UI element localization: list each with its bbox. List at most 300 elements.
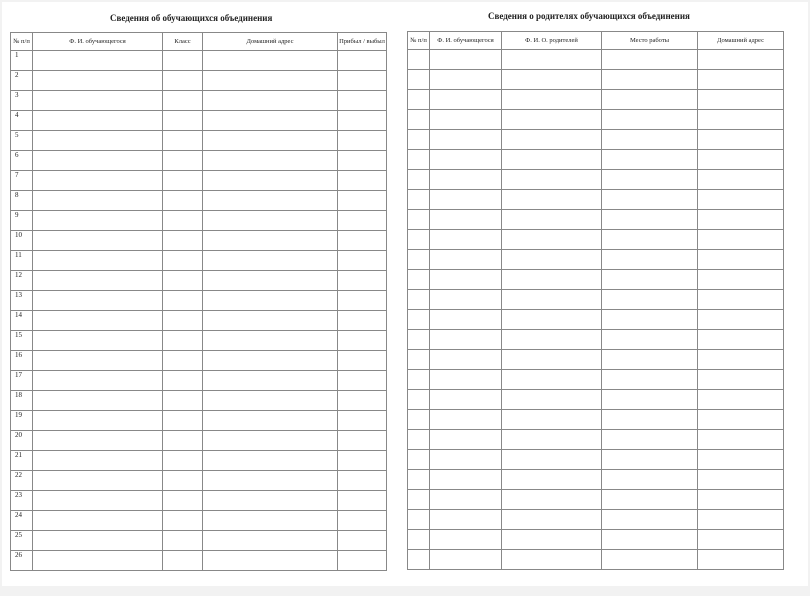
empty-cell (163, 551, 203, 571)
row-number: 21 (11, 451, 33, 471)
table-row (408, 230, 784, 250)
empty-cell (408, 190, 430, 210)
empty-cell (408, 110, 430, 130)
empty-cell (33, 71, 163, 91)
empty-cell (203, 251, 338, 271)
table-row (11, 271, 387, 291)
empty-cell (698, 530, 784, 550)
table-row (408, 550, 784, 570)
empty-cell (33, 51, 163, 71)
empty-cell (338, 271, 387, 291)
table-row (408, 50, 784, 70)
empty-cell (163, 291, 203, 311)
empty-cell (33, 411, 163, 431)
empty-cell (203, 451, 338, 471)
empty-cell (698, 430, 784, 450)
empty-cell (33, 91, 163, 111)
empty-cell (203, 91, 338, 111)
empty-cell (408, 530, 430, 550)
empty-cell (203, 531, 338, 551)
students-header-row (11, 33, 387, 51)
empty-cell (430, 290, 502, 310)
row-number: 20 (11, 431, 33, 451)
row-number: 26 (11, 551, 33, 571)
empty-cell (502, 130, 602, 150)
empty-cell (408, 210, 430, 230)
empty-cell (203, 171, 338, 191)
empty-cell (430, 190, 502, 210)
row-number: 19 (11, 411, 33, 431)
empty-cell (502, 90, 602, 110)
empty-cell (430, 130, 502, 150)
empty-cell (602, 290, 698, 310)
empty-cell (163, 51, 203, 71)
empty-cell (698, 290, 784, 310)
table-row (408, 70, 784, 90)
col-workplace: Место работы (602, 32, 698, 50)
empty-cell (502, 490, 602, 510)
row-number: 5 (11, 131, 33, 151)
empty-cell (338, 431, 387, 451)
empty-cell (502, 150, 602, 170)
empty-cell (602, 410, 698, 430)
empty-cell (203, 351, 338, 371)
empty-cell (502, 70, 602, 90)
empty-cell (163, 271, 203, 291)
empty-cell (408, 270, 430, 290)
empty-cell (698, 350, 784, 370)
empty-cell (698, 250, 784, 270)
table-row (408, 270, 784, 290)
empty-cell (698, 270, 784, 290)
empty-cell (602, 270, 698, 290)
row-number: 24 (11, 511, 33, 531)
empty-cell (33, 471, 163, 491)
empty-cell (698, 190, 784, 210)
empty-cell (698, 210, 784, 230)
empty-cell (430, 70, 502, 90)
table-row (408, 370, 784, 390)
empty-cell (203, 111, 338, 131)
empty-cell (163, 251, 203, 271)
empty-cell (33, 431, 163, 451)
row-number: 14 (11, 311, 33, 331)
empty-cell (698, 450, 784, 470)
empty-cell (698, 230, 784, 250)
col-student-name: Ф. И. обучающегося (33, 33, 163, 51)
empty-cell (430, 410, 502, 430)
table-row (11, 91, 387, 111)
row-number: 17 (11, 371, 33, 391)
empty-cell (33, 151, 163, 171)
table-row (11, 411, 387, 431)
empty-cell (408, 510, 430, 530)
empty-cell (502, 330, 602, 350)
empty-cell (338, 351, 387, 371)
empty-cell (163, 411, 203, 431)
table-row (408, 510, 784, 530)
empty-cell (430, 470, 502, 490)
empty-cell (338, 551, 387, 571)
empty-cell (163, 371, 203, 391)
empty-cell (163, 531, 203, 551)
empty-cell (338, 211, 387, 231)
empty-cell (163, 71, 203, 91)
empty-cell (430, 230, 502, 250)
empty-cell (502, 430, 602, 450)
empty-cell (430, 550, 502, 570)
empty-cell (203, 291, 338, 311)
empty-cell (602, 230, 698, 250)
table-row (408, 410, 784, 430)
empty-cell (430, 170, 502, 190)
empty-cell (338, 471, 387, 491)
empty-cell (163, 331, 203, 351)
empty-cell (338, 511, 387, 531)
empty-cell (338, 191, 387, 211)
empty-cell (338, 171, 387, 191)
col-arrived-left: Прибыл / выбыл (338, 33, 387, 51)
table-row (408, 190, 784, 210)
empty-cell (33, 371, 163, 391)
table-row (11, 531, 387, 551)
empty-cell (602, 370, 698, 390)
row-number: 6 (11, 151, 33, 171)
empty-cell (430, 110, 502, 130)
empty-cell (502, 250, 602, 270)
empty-cell (602, 90, 698, 110)
empty-cell (408, 370, 430, 390)
empty-cell (408, 470, 430, 490)
row-number: 25 (11, 531, 33, 551)
table-row (11, 551, 387, 571)
empty-cell (698, 170, 784, 190)
empty-cell (698, 410, 784, 430)
table-row (11, 51, 387, 71)
empty-cell (33, 171, 163, 191)
table-row (408, 350, 784, 370)
empty-cell (203, 551, 338, 571)
table-row (408, 530, 784, 550)
left-table-title: Сведения об обучающихся объединения (110, 13, 273, 23)
empty-cell (430, 150, 502, 170)
empty-cell (163, 211, 203, 231)
empty-cell (408, 130, 430, 150)
empty-cell (203, 491, 338, 511)
empty-cell (33, 131, 163, 151)
empty-cell (408, 150, 430, 170)
row-number: 9 (11, 211, 33, 231)
empty-cell (430, 490, 502, 510)
empty-cell (203, 71, 338, 91)
empty-cell (33, 211, 163, 231)
empty-cell (203, 371, 338, 391)
empty-cell (408, 170, 430, 190)
empty-cell (430, 310, 502, 330)
empty-cell (602, 150, 698, 170)
empty-cell (602, 530, 698, 550)
table-row (11, 171, 387, 191)
empty-cell (33, 231, 163, 251)
empty-cell (430, 370, 502, 390)
table-row (408, 490, 784, 510)
table-row (11, 331, 387, 351)
row-number: 4 (11, 111, 33, 131)
row-number: 3 (11, 91, 33, 111)
empty-cell (602, 450, 698, 470)
empty-cell (33, 111, 163, 131)
col-parents-name: Ф. И. О. родителей (502, 32, 602, 50)
empty-cell (408, 450, 430, 470)
table-row (11, 191, 387, 211)
empty-cell (698, 510, 784, 530)
empty-cell (430, 270, 502, 290)
empty-cell (502, 450, 602, 470)
row-number: 12 (11, 271, 33, 291)
row-number: 23 (11, 491, 33, 511)
table-row (11, 511, 387, 531)
table-row (408, 110, 784, 130)
empty-cell (203, 51, 338, 71)
empty-cell (502, 310, 602, 330)
empty-cell (338, 491, 387, 511)
empty-cell (502, 470, 602, 490)
empty-cell (203, 431, 338, 451)
empty-cell (163, 391, 203, 411)
empty-cell (408, 550, 430, 570)
table-row (11, 491, 387, 511)
col-class: Класс (163, 33, 203, 51)
empty-cell (203, 211, 338, 231)
empty-cell (163, 451, 203, 471)
empty-cell (33, 291, 163, 311)
right-table-title: Сведения о родителях обучающихся объединения (488, 11, 690, 21)
empty-cell (602, 390, 698, 410)
empty-cell (408, 310, 430, 330)
table-row (11, 391, 387, 411)
empty-cell (338, 51, 387, 71)
empty-cell (203, 191, 338, 211)
empty-cell (430, 350, 502, 370)
row-number: 18 (11, 391, 33, 411)
empty-cell (698, 470, 784, 490)
empty-cell (602, 490, 698, 510)
empty-cell (203, 311, 338, 331)
empty-cell (430, 250, 502, 270)
empty-cell (33, 511, 163, 531)
empty-cell (408, 490, 430, 510)
row-number: 22 (11, 471, 33, 491)
empty-cell (502, 290, 602, 310)
empty-cell (408, 330, 430, 350)
empty-cell (408, 70, 430, 90)
parents-table (407, 31, 784, 570)
empty-cell (338, 451, 387, 471)
empty-cell (203, 511, 338, 531)
empty-cell (602, 170, 698, 190)
empty-cell (698, 150, 784, 170)
empty-cell (408, 50, 430, 70)
empty-cell (408, 430, 430, 450)
empty-cell (33, 531, 163, 551)
empty-cell (698, 550, 784, 570)
empty-cell (33, 351, 163, 371)
table-row (408, 250, 784, 270)
table-row (11, 111, 387, 131)
table-row (11, 431, 387, 451)
col-number: № п/п (408, 32, 430, 50)
table-row (11, 211, 387, 231)
empty-cell (203, 131, 338, 151)
empty-cell (163, 471, 203, 491)
empty-cell (338, 411, 387, 431)
empty-cell (502, 170, 602, 190)
table-row (408, 290, 784, 310)
empty-cell (203, 331, 338, 351)
col-student-name: Ф. И. обучающегося (430, 32, 502, 50)
table-row (11, 451, 387, 471)
empty-cell (33, 391, 163, 411)
empty-cell (163, 511, 203, 531)
table-row (408, 130, 784, 150)
table-row (408, 150, 784, 170)
empty-cell (698, 110, 784, 130)
col-home-address: Домашний адрес (203, 33, 338, 51)
empty-cell (408, 350, 430, 370)
empty-cell (338, 531, 387, 551)
table-row (11, 311, 387, 331)
empty-cell (430, 390, 502, 410)
empty-cell (698, 90, 784, 110)
empty-cell (338, 71, 387, 91)
empty-cell (203, 411, 338, 431)
empty-cell (698, 310, 784, 330)
empty-cell (698, 50, 784, 70)
empty-cell (502, 530, 602, 550)
table-row (408, 210, 784, 230)
empty-cell (33, 451, 163, 471)
table-row (408, 330, 784, 350)
empty-cell (203, 231, 338, 251)
empty-cell (408, 90, 430, 110)
empty-cell (163, 171, 203, 191)
empty-cell (338, 371, 387, 391)
empty-cell (33, 331, 163, 351)
empty-cell (338, 391, 387, 411)
table-row (11, 151, 387, 171)
empty-cell (338, 311, 387, 331)
empty-cell (163, 351, 203, 371)
empty-cell (602, 190, 698, 210)
empty-cell (430, 330, 502, 350)
empty-cell (408, 290, 430, 310)
empty-cell (163, 491, 203, 511)
empty-cell (602, 310, 698, 330)
empty-cell (338, 331, 387, 351)
empty-cell (602, 50, 698, 70)
table-row (408, 170, 784, 190)
empty-cell (602, 70, 698, 90)
empty-cell (602, 330, 698, 350)
empty-cell (163, 191, 203, 211)
empty-cell (430, 90, 502, 110)
empty-cell (602, 550, 698, 570)
empty-cell (338, 111, 387, 131)
empty-cell (33, 311, 163, 331)
empty-cell (338, 291, 387, 311)
empty-cell (502, 350, 602, 370)
document-page (2, 2, 808, 586)
empty-cell (502, 210, 602, 230)
empty-cell (408, 390, 430, 410)
table-row (408, 450, 784, 470)
row-number: 11 (11, 251, 33, 271)
empty-cell (698, 130, 784, 150)
empty-cell (338, 251, 387, 271)
empty-cell (502, 110, 602, 130)
empty-cell (502, 230, 602, 250)
table-row (11, 351, 387, 371)
empty-cell (338, 131, 387, 151)
table-row (11, 251, 387, 271)
row-number: 8 (11, 191, 33, 211)
empty-cell (602, 430, 698, 450)
empty-cell (430, 430, 502, 450)
empty-cell (408, 230, 430, 250)
empty-cell (203, 271, 338, 291)
empty-cell (33, 191, 163, 211)
empty-cell (338, 231, 387, 251)
empty-cell (163, 231, 203, 251)
empty-cell (602, 210, 698, 230)
empty-cell (502, 410, 602, 430)
empty-cell (698, 490, 784, 510)
empty-cell (602, 250, 698, 270)
parents-header-row (408, 32, 784, 50)
empty-cell (33, 491, 163, 511)
row-number: 15 (11, 331, 33, 351)
empty-cell (408, 250, 430, 270)
row-number: 10 (11, 231, 33, 251)
empty-cell (602, 470, 698, 490)
empty-cell (502, 190, 602, 210)
empty-cell (502, 50, 602, 70)
row-number: 16 (11, 351, 33, 371)
empty-cell (502, 510, 602, 530)
col-number: № п/п (11, 33, 33, 51)
table-row (11, 471, 387, 491)
col-home-address: Домашний адрес (698, 32, 784, 50)
table-row (11, 371, 387, 391)
row-number: 2 (11, 71, 33, 91)
empty-cell (163, 91, 203, 111)
row-number: 13 (11, 291, 33, 311)
empty-cell (430, 50, 502, 70)
empty-cell (502, 550, 602, 570)
empty-cell (430, 530, 502, 550)
row-number: 1 (11, 51, 33, 71)
table-row (11, 291, 387, 311)
empty-cell (602, 110, 698, 130)
empty-cell (602, 130, 698, 150)
empty-cell (163, 131, 203, 151)
empty-cell (502, 390, 602, 410)
students-table (10, 32, 387, 571)
empty-cell (203, 391, 338, 411)
table-row (11, 71, 387, 91)
table-row (408, 470, 784, 490)
empty-cell (338, 91, 387, 111)
